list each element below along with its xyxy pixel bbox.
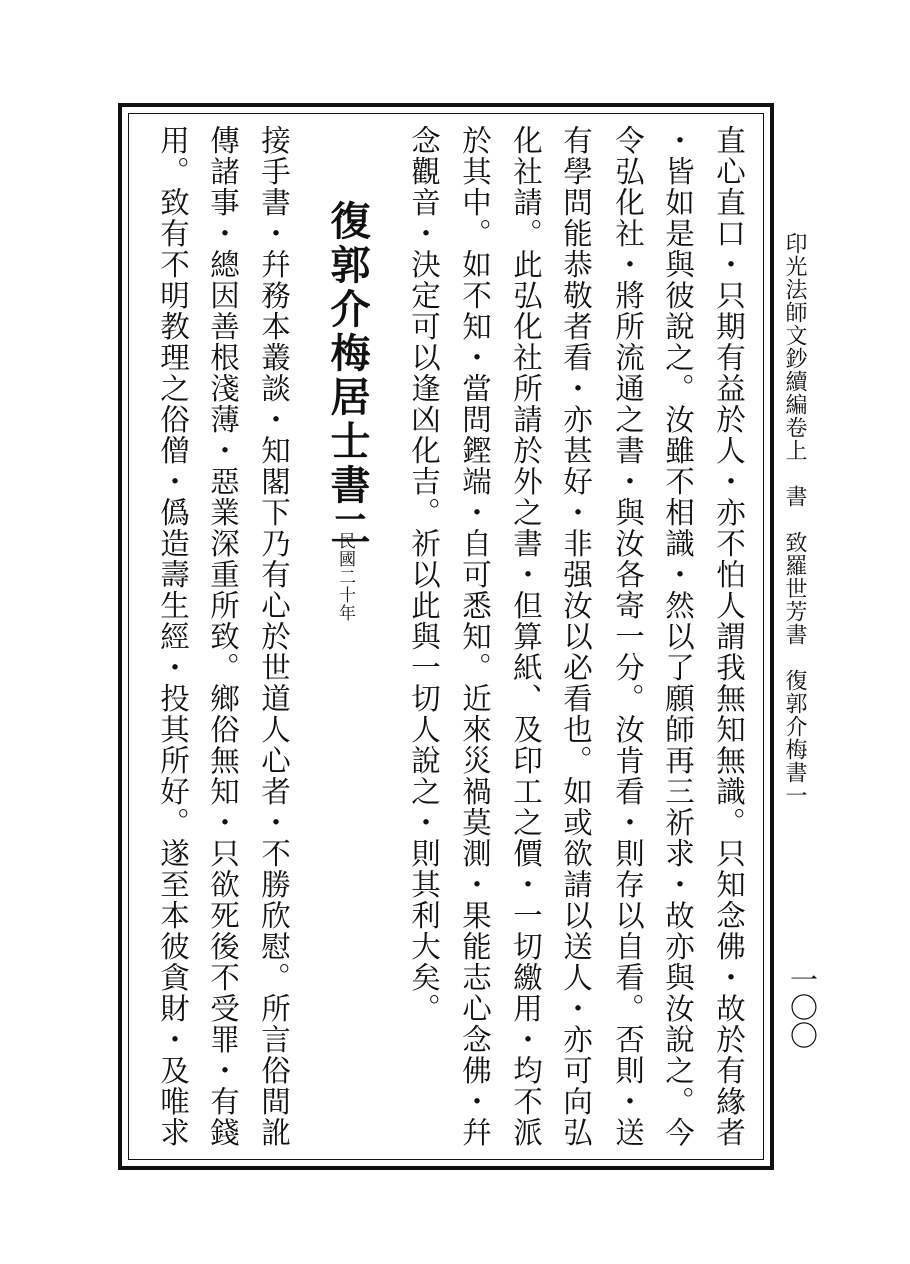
text-column-3: 令弘化社・將所流通之書・與汝各寄一分。汝肯看・則存以自看。否則・送 xyxy=(611,125,645,1148)
text-column-7: 念觀音・決定可以逢凶化吉。祈以此與一切人說之・則其利大矣。 xyxy=(407,125,441,1024)
text-column-2: ・皆如是與彼說之。汝雖不相識・然以了願師再三祈求・故亦與汝說之。今 xyxy=(661,125,695,1148)
letter-column-3: 用。致有不明教理之俗僧・僞造壽生經・投其所好。遂至本彼貪財・及唯求 xyxy=(156,125,190,1148)
text-column-1: 直心直口・只期有益於人・亦不怕人謂我無知無識。只知念佛・故於有緣者 xyxy=(712,125,746,1148)
text-column-6: 於其中。如不知・當問鏗端・自可悉知。近來災禍莫測・果能志心念佛・幷 xyxy=(458,125,492,1148)
letter-column-1: 接手書・幷務本叢談・知閣下乃有心於世道人心者・不勝欣慰。所言俗間訛 xyxy=(257,125,291,1148)
letter-date: 民國二十年 xyxy=(335,532,355,622)
text-column-5: 化社請。此弘化社所請於外之書・但算紙、及印工之價・一切繳用・均不派 xyxy=(509,125,543,1148)
text-column-4: 有學問能恭敬者看・亦甚好・非强汝以必看也。如或欲請以送人・亦可向弘 xyxy=(559,125,593,1148)
letter-title: 復郭介梅居士書二 xyxy=(324,200,371,552)
page-number: 一〇〇 xyxy=(786,965,819,1049)
running-title: 印光法師文鈔續編卷上 書 致羅世芳書 復郭介梅書一 xyxy=(782,232,807,807)
letter-column-2: 傳諸事・總因善根淺薄・惡業深重所致。鄉俗無知・只欲死後不受罪・有錢 xyxy=(206,125,240,1148)
